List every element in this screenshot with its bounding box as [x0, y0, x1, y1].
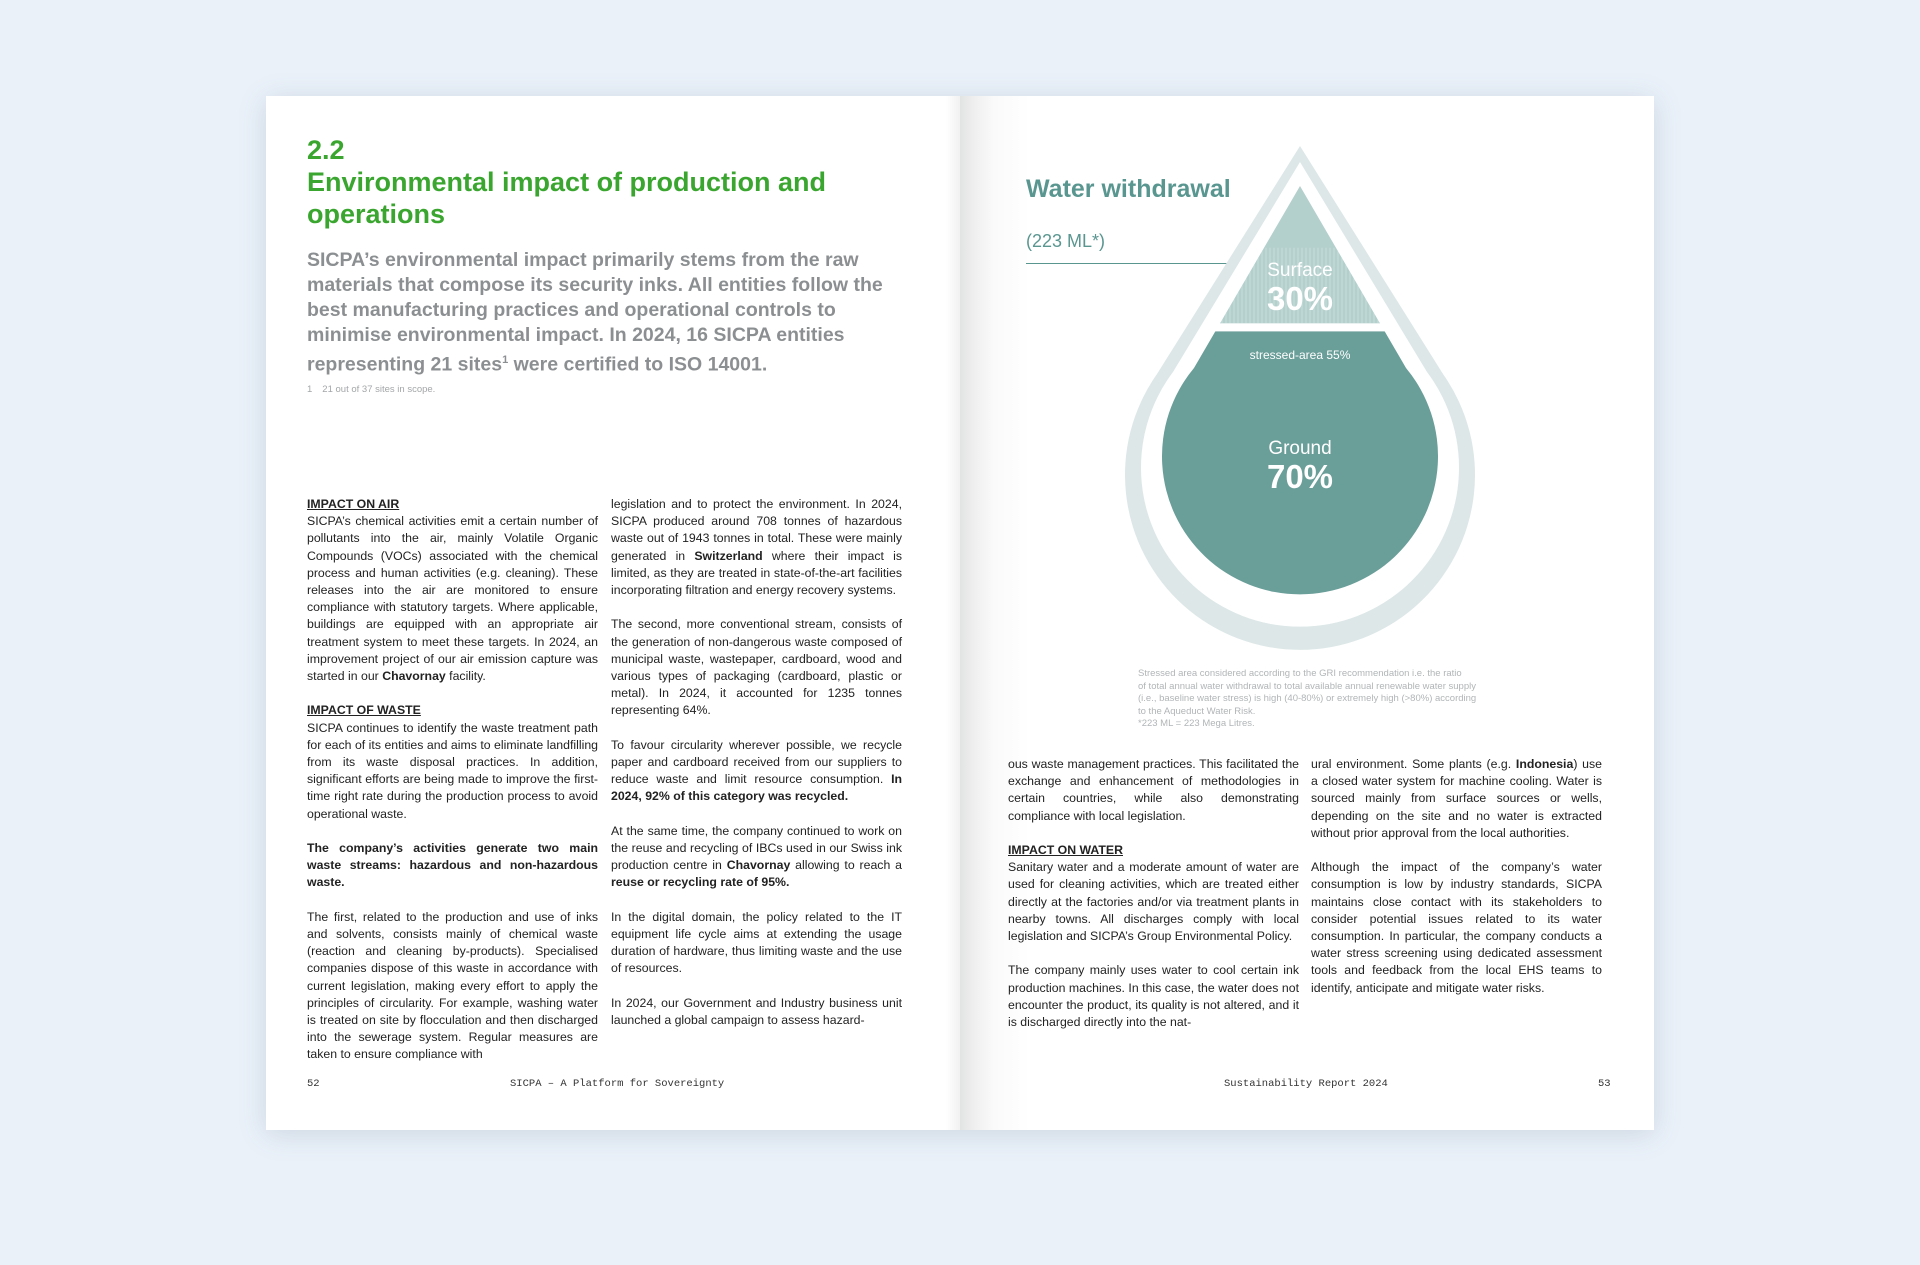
right-column-1 — [1008, 756, 1299, 1048]
section-number: 2.2 — [307, 135, 345, 165]
note-line: *223 ML = 223 Mega Litres. — [1138, 718, 1255, 729]
right-column-2 — [1311, 756, 1602, 1014]
note-line: Stressed area considered according to the GRI recommendation i.e. the ratio — [1138, 668, 1462, 679]
air-bold: Chavornay — [382, 669, 446, 684]
surface-label: Surface — [1267, 260, 1333, 281]
ibc-bold-rate: reuse or recycling rate of 95%. — [611, 875, 790, 890]
page-number-left: 52 — [307, 1078, 320, 1090]
conventional-paragraph: The second, more conventional stream, consists of the generation of non-dangerous waste composed of municipal waste, wastepaper, cardboard, wood and various types of packaging (cardboard, plastic or metal). In 2024, it accounted for 1235 tonnes representing 64%. — [611, 617, 902, 718]
hazardous-continued — [611, 496, 902, 599]
chart-note — [1138, 668, 1498, 731]
ibc-bold-place: Chavornay — [726, 858, 791, 873]
note-line: (i.e., baseline water stress) is high (40-80%) or extremely high (>80%) according — [1138, 693, 1477, 704]
recycle-paragraph — [611, 737, 902, 806]
digital-paragraph: In the digital domain, the policy related to the IT equipment life cycle aims at extending the usage duration of hardware, thus limiting waste and the use of resources. — [611, 909, 902, 976]
waste-streams-bold: The company’s activities generate two main waste streams: hazardous and non-hazardous waste. — [307, 841, 598, 890]
hazardous-text: legislation and to protect the environment. In 2024, SICPA produced around 708 tonnes of hazardous waste out of 1943 tonnes in total. These were mainly generated in — [611, 497, 902, 563]
segment-separator — [1120, 323, 1480, 331]
running-title-left: SICPA – A Platform for Sovereignty — [510, 1078, 725, 1090]
section-title: Environmental impact of production and operations — [307, 167, 827, 229]
surface-stressed-label: stressed-area 55% — [1249, 348, 1351, 362]
water-section — [1008, 842, 1299, 945]
air-section — [307, 496, 598, 685]
surface-value: 30% — [1266, 280, 1334, 317]
footnote-mark: 1 — [307, 384, 313, 395]
page-gutter — [946, 96, 960, 1130]
hazardous-text-end: where their impact is limited, as they are treated in state-of-the-art facilities incorporating filtration and energy recovery systems. — [611, 548, 902, 598]
ground-label: Ground — [1268, 438, 1332, 459]
air-text: SICPA’s chemical activities emit a certain number of pollutants into the air, mainly Volatile Organic Compounds (VOCs) associated with the chemical process and human activities (e.g. cleaning). These releases into the air are monitored to ensure compliance with statutory targets. Where applicable, buildings are equipped with an appropriate air treatment system to meet these targets. In 2024, an improvement project of our air emission capture was started in our — [307, 514, 598, 684]
chart-title: Water withdrawal — [1026, 175, 1231, 203]
campaign-paragraph: In 2024, our Government and Industry business unit launched a global campaign to assess hazard- — [611, 995, 902, 1028]
closed-system-text-end: ) use a closed water system for machine cooling. Water is sourced mainly from surface sources or wells, depending on the site and no water is extracted without prior approval from the local authorities. — [1311, 757, 1603, 840]
right-page — [960, 96, 1654, 1130]
hazardous-bold: Switzerland — [694, 548, 763, 563]
closed-system-paragraph — [1311, 756, 1602, 842]
running-title-right: Sustainability Report 2024 — [1224, 1078, 1388, 1090]
recycle-bold: In 2024, 92% of this category was recycled. — [611, 772, 902, 804]
water-heading: IMPACT ON WATER — [1008, 843, 1123, 857]
closed-system-bold: Indonesia — [1515, 757, 1574, 771]
intro-end: were certified to ISO 14001. — [508, 353, 768, 376]
air-text-end: facility. — [445, 669, 486, 684]
waste-section — [307, 702, 598, 822]
chart-subtitle: (223 ML*) — [1026, 231, 1106, 251]
intro-paragraph — [307, 248, 907, 378]
footnote-ref: 1 — [502, 354, 509, 366]
ground-value: 70% — [1266, 458, 1334, 495]
water-text: Sanitary water and a moderate amount of water are used for cleaning activities, which are treated either directly at the factories and/or via treatment plants in nearby towns. All discharges comply with local legislation and SICPA’s Group Environmental Policy. — [1008, 860, 1299, 944]
hazardous-paragraph: The first, related to the production and use of inks and solvents, consists mainly of chemical waste (reaction and cleaning by-products). Specialised companies dispose of this waste in accordance with current legislation, making every effort to apply the principles of circularity. For example, washing water is treated on site by flocculation and then discharged into the sewerage system. Regular measures are taken to ensure compliance with — [307, 909, 598, 1062]
report-spread — [266, 96, 1654, 1130]
air-heading: IMPACT ON AIR — [307, 497, 400, 511]
water-drop-chart — [1120, 146, 1480, 666]
left-column-2 — [611, 496, 902, 1046]
note-line: of total annual water withdrawal to total available annual renewable water supply — [1138, 680, 1476, 692]
waste-text: SICPA continues to identify the waste treatment path for each of its entities and aims to eliminate landfilling from its waste disposal practices. In addition, significant efforts are being made to improve the first-time right rate during the production process to avoid operational waste. — [307, 720, 598, 821]
ibc-text-mid: allowing to reach a — [790, 858, 902, 873]
footnote — [307, 384, 435, 395]
left-column-1 — [307, 496, 598, 1081]
ibc-paragraph — [611, 823, 902, 892]
ibc-text: At the same time, the company continued to work on the reuse and recycling of IBCs used in our Swiss ink production centre in — [611, 823, 902, 873]
recycle-text: To favour circularity wherever possible, we recycle paper and cardboard received from our suppliers to reduce waste and limit resource consumption. — [611, 737, 902, 787]
page-number-right: 53 — [1598, 1078, 1611, 1090]
left-page — [266, 96, 960, 1130]
cooling-paragraph: The company mainly uses water to cool certain ink production machines. In this case, the water does not encounter the product, its quality is not altered, and it is discharged directly into the nat- — [1008, 963, 1299, 1030]
ground-stressed-label: stressed-area 3% — [1252, 602, 1348, 616]
stakeholder-paragraph: Although the impact of the company’s water consumption is low by industry standards, SICPA maintains close contact with its stakeholders to consider potential issues related to its water consumption. In particular, the company conducts a water stress screening using dedicated assessment tools and feedback from the local EHS teams to identify, anticipate and mitigate water risks. — [1311, 860, 1602, 995]
waste-heading: IMPACT OF WASTE — [307, 703, 421, 718]
note-line: to the Aqueduct Water Risk. — [1138, 705, 1256, 717]
intro-text: SICPA’s environmental impact primarily stems from the raw materials that compose its security inks. All entities follow the best manufacturing practices and operational controls to minimise environmental impact. In 2024, 16 SICPA entities representing 21 sites — [307, 249, 883, 376]
waste-streams-paragraph — [307, 840, 598, 892]
closed-system-text: ural environment. Some plants (e.g. — [1311, 757, 1516, 771]
waste-practices-paragraph: ous waste management practices. This facilitated the exchange and enhancement of methodologies in certain countries, while also demonstrating compliance with local legislation. — [1008, 757, 1299, 823]
footnote-text: 21 out of 37 sites in scope. — [322, 384, 436, 395]
